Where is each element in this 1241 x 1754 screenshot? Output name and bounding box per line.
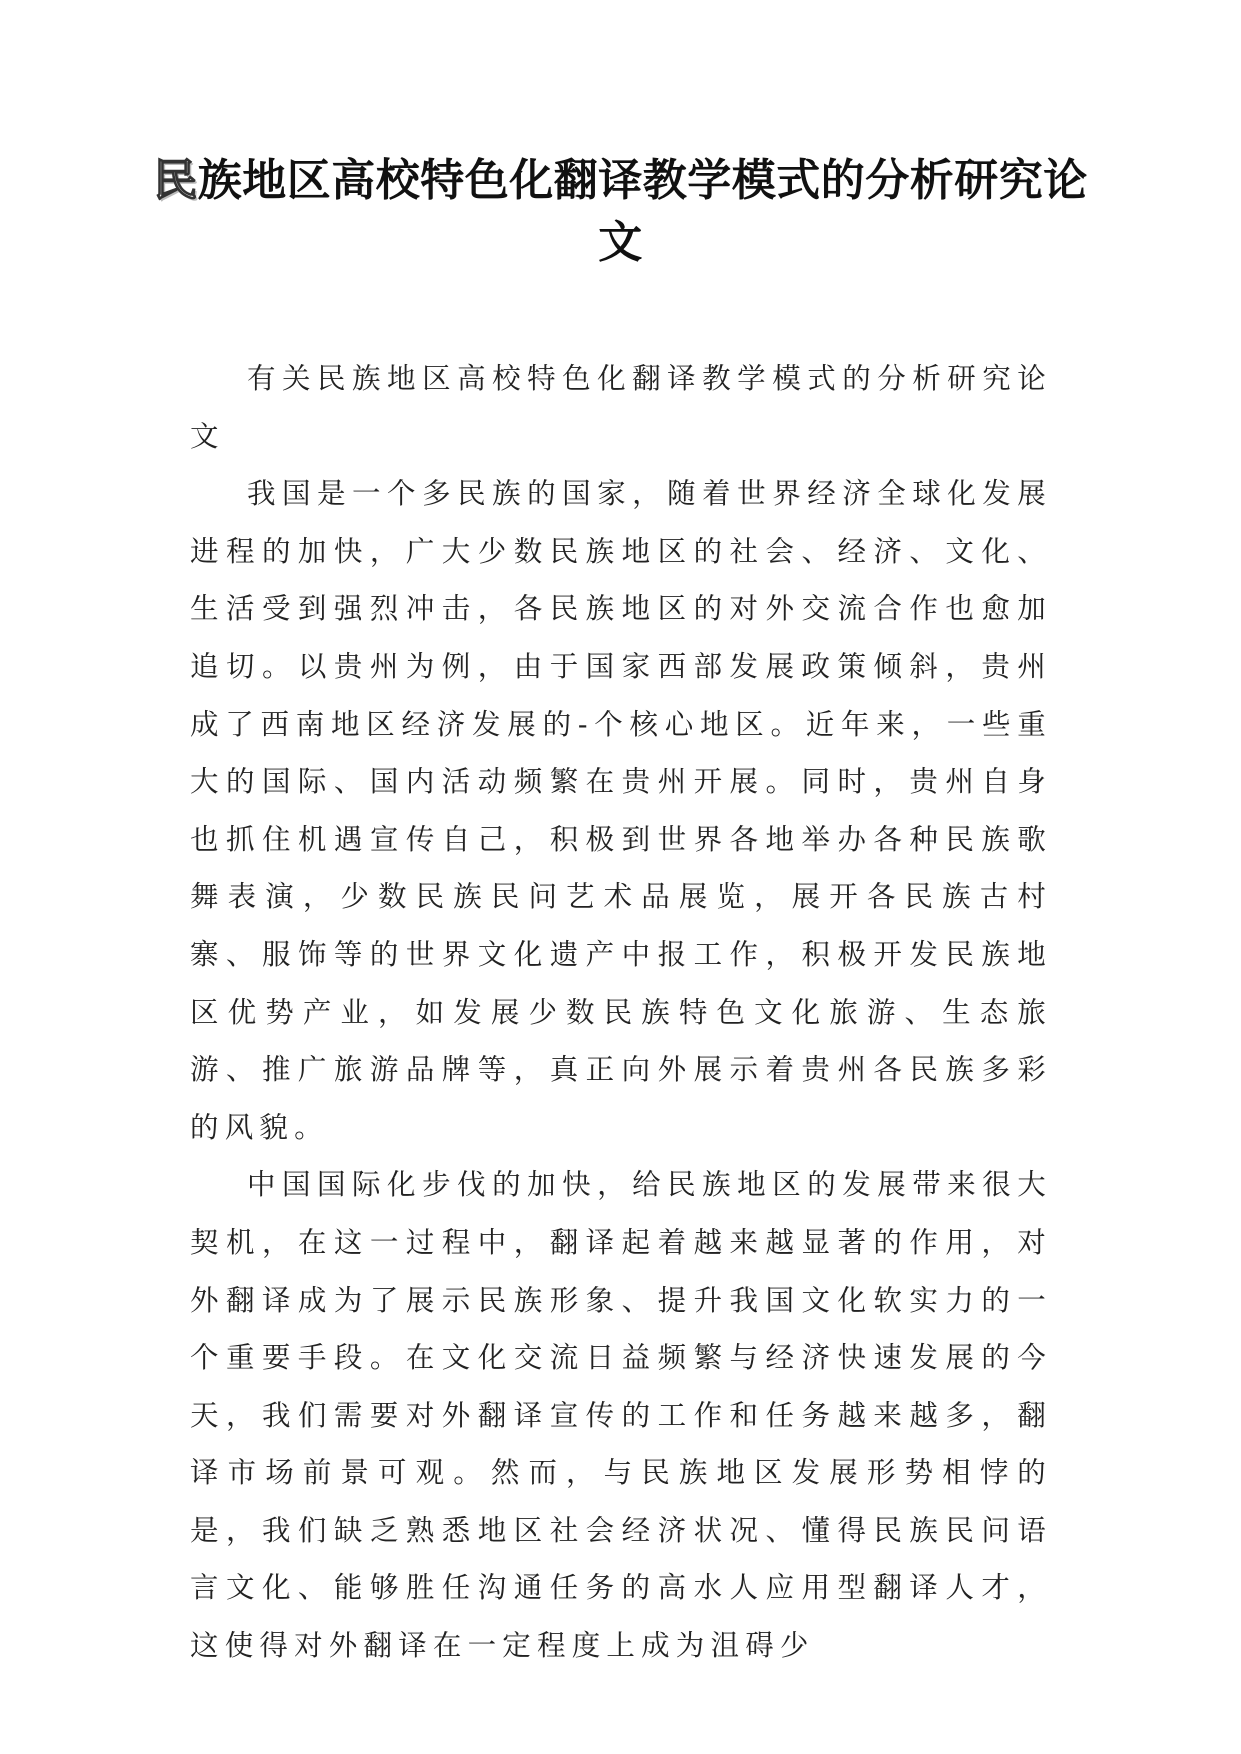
title-text: 族地区高校特色化翻译教学模式的分析研究论文 bbox=[197, 155, 1088, 268]
paragraph-heading-line: 有关民族地区高校特色化翻译教学模式的分析研究论文 bbox=[190, 362, 1052, 453]
document-body bbox=[190, 350, 1052, 1675]
document-title bbox=[150, 150, 1091, 274]
paragraph-2: 中国国际化步伐的加快，给民族地区的发展带来很大契机，在这一过程中，翻译起着越来越显著的作用，对外翻译成为了展示民族形象、提升我国文化软实力的一个重要手段。在文化交流日益频繁与经济快速发展的今天，我们需要对外翻译宣传的工作和任务越来越多，翻译市场前景可观。然而，与民族地区发展形势相悖的是，我们缺乏熟悉地区社会经济状况、懂得民族民问语言文化、能够胜任沟通任务的高水人应用型翻译人才，这使得对外翻译在一定程度上成为沮碍少 bbox=[190, 1168, 1052, 1663]
paragraph-1: 我国是一个多民族的国家，随着世界经济全球化发展进程的加快，广大少数民族地区的社会、经济、文化、生活受到强烈冲击，各民族地区的对外交流合作也愈加追切。以贵州为例，由于国家西部发展政策倾斜，贵州成了西南地区经济发展的-个核心地区。近年来，一些重大的国际、国内活动频繁在贵州开展。同时，贵州自身也抓住机遇宣传自己，积极到世界各地举办各种民族歌舞表演，少数民族民问艺术品展览，展开各民族古村寨、服饰等的世界文化遗产中报工作，积极开发民族地区优势产业，如发展少数民族特色文化旅游、生态旅游、推广旅游品牌等，真正向外展示着贵州各民族多彩的风貌。 bbox=[190, 477, 1052, 1144]
title-decorated-first-char: 民 bbox=[153, 155, 198, 206]
